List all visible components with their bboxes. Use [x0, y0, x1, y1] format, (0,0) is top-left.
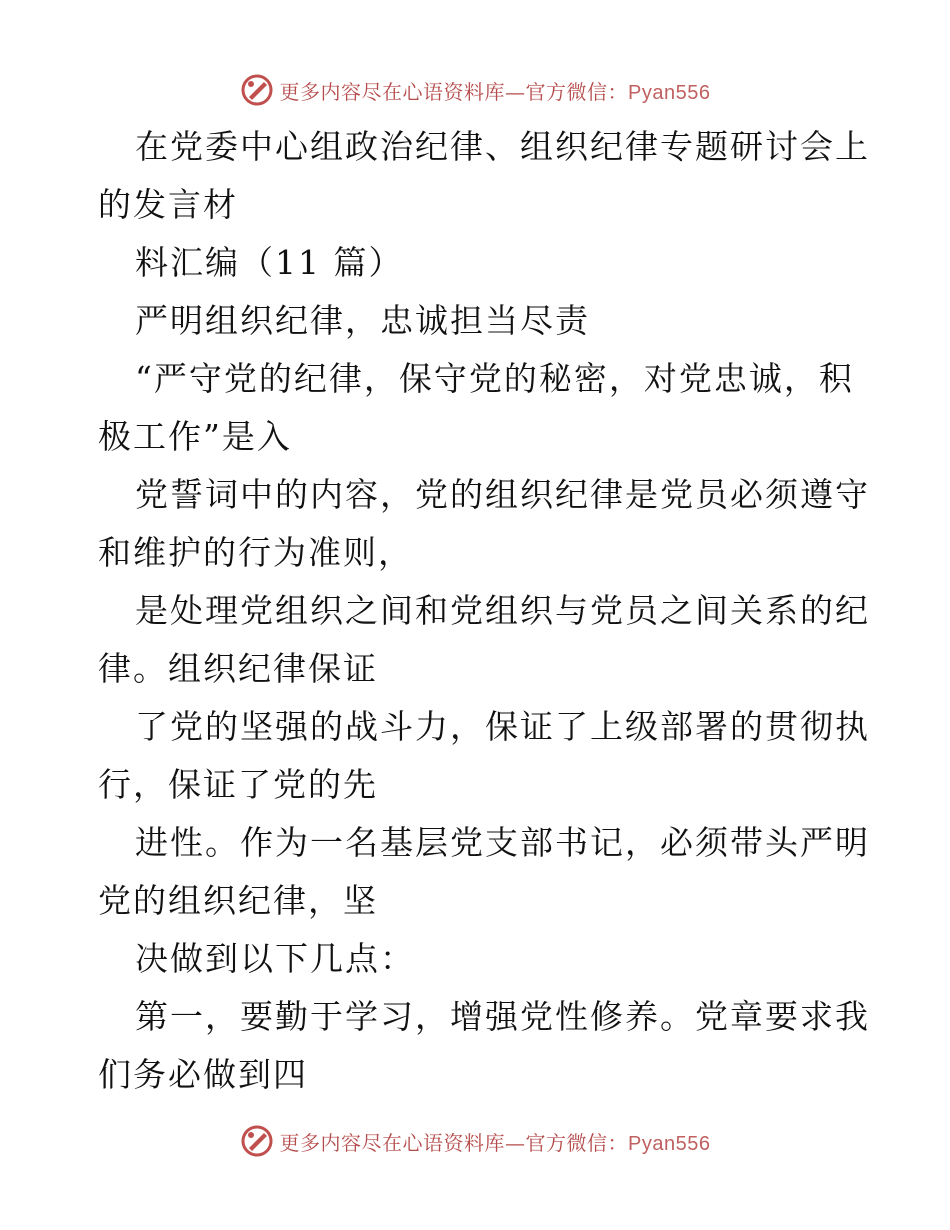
- paragraph-line: 律。组织纪律保证: [98, 649, 378, 688]
- watermark-text: 更多内容尽在心语资料库—官方微信：Pyan556: [279, 79, 711, 104]
- paragraph-line: 行，保证了党的先: [98, 765, 378, 804]
- paragraph-line: 进性。作为一名基层党支部书记，必须带头严明: [135, 823, 870, 862]
- paragraph-line: 严明组织纪律，忠诚担当尽责: [135, 301, 590, 340]
- paragraph-line: 决做到以下几点：: [135, 939, 415, 978]
- paragraph-line: 们务必做到四: [98, 1055, 308, 1094]
- watermark-text: 更多内容尽在心语资料库—官方微信：Pyan556: [279, 1130, 711, 1155]
- header-watermark: [0, 70, 950, 110]
- paragraph-line: 党誓词中的内容，党的组织纪律是党员必须遵守: [135, 475, 870, 514]
- paragraph-line: 的发言材: [98, 185, 238, 224]
- document-body: [98, 118, 870, 1104]
- paragraph-line: 料汇编（11 篇）: [135, 243, 404, 282]
- paragraph-line: 在党委中心组政治纪律、组织纪律专题研讨会上: [135, 127, 870, 166]
- paragraph-line: 极工作”是入: [98, 417, 292, 456]
- logo-icon: [240, 73, 274, 107]
- footer-watermark: [0, 1121, 950, 1161]
- logo-icon: [240, 1124, 274, 1158]
- paragraph-line: 和维护的行为准则，: [98, 533, 413, 572]
- paragraph-line: 党的组织纪律，坚: [98, 881, 378, 920]
- paragraph-line: 是处理党组织之间和党组织与党员之间关系的纪: [135, 591, 870, 630]
- paragraph-line: 第一，要勤于学习，增强党性修养。党章要求我: [135, 997, 870, 1036]
- paragraph-line: “严守党的纪律，保守党的秘密，对党忠诚，积: [135, 359, 854, 398]
- paragraph-line: 了党的坚强的战斗力，保证了上级部署的贯彻执: [135, 707, 870, 746]
